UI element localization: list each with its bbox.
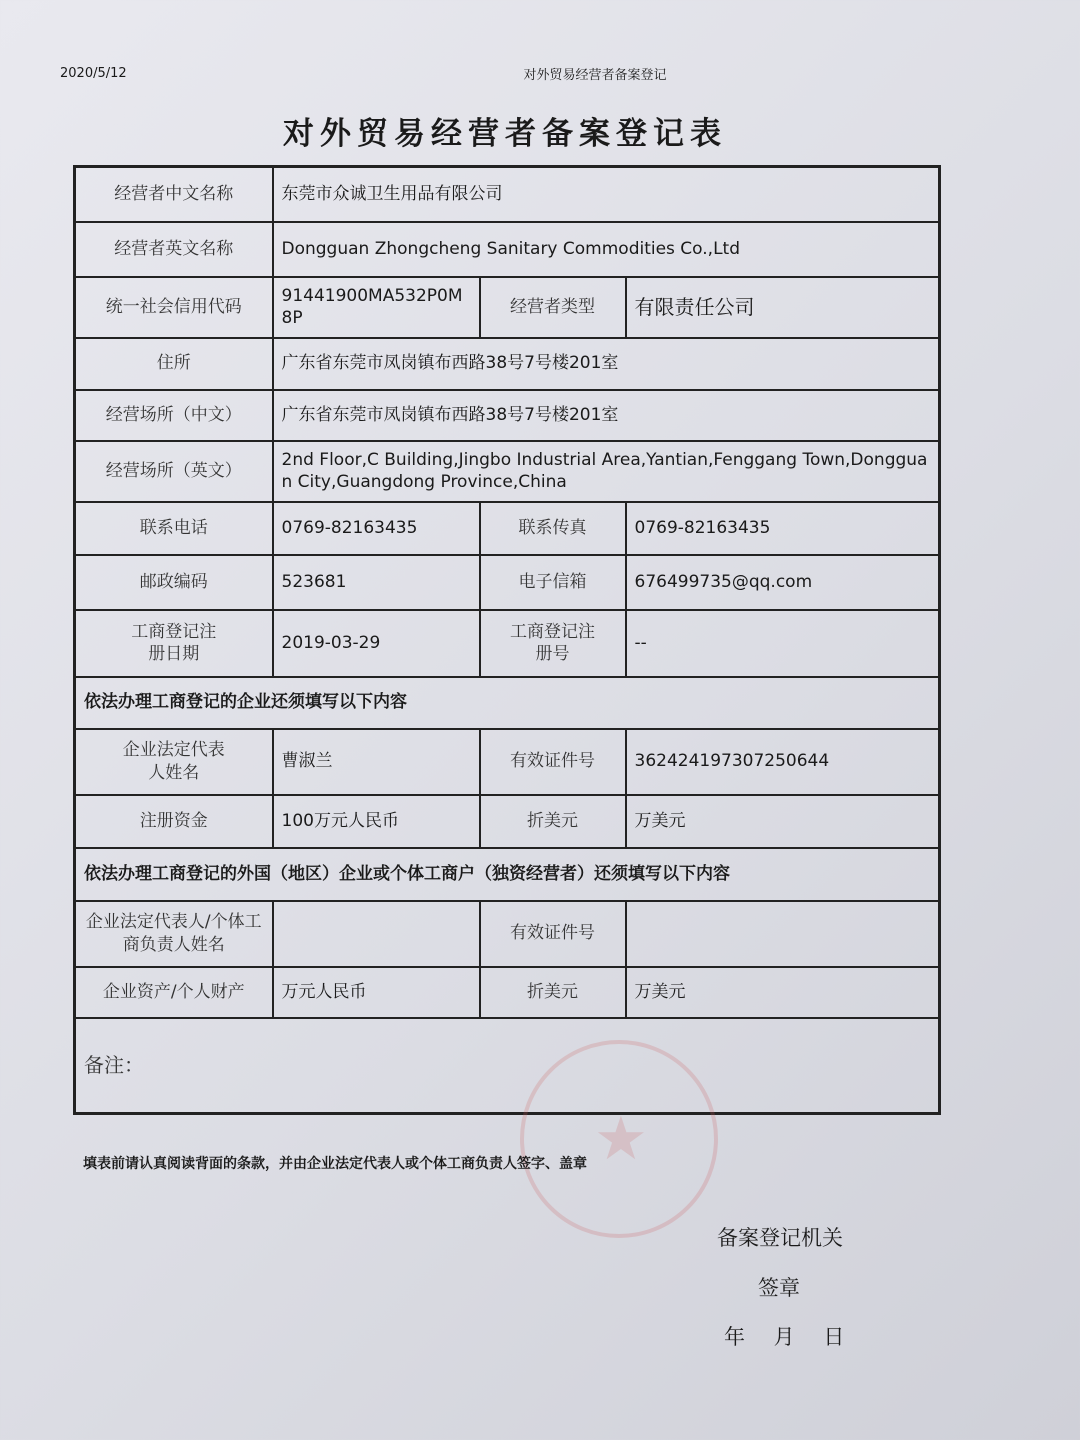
label-en-name: 经营者英文名称	[75, 222, 273, 277]
label-email: 电子信箱	[480, 555, 626, 610]
field-legal-rep: 曹淑兰	[273, 729, 480, 795]
field-reg-capital: 100万元人民币	[273, 795, 480, 848]
label-usd: 折美元	[480, 795, 626, 848]
date-line: 年 月 日	[724, 1325, 845, 1349]
label-reg-date: 工商登记注册日期	[75, 610, 273, 677]
label-fax: 联系传真	[480, 502, 626, 555]
label-cn-name: 经营者中文名称	[75, 167, 273, 222]
field-phone: 0769-82163435	[273, 502, 480, 555]
field-place-cn: 广东省东莞市凤岗镇布西路38号7号楼201室	[273, 390, 940, 441]
label-reg-capital: 注册资金	[75, 795, 273, 848]
field-legal-rep-2	[273, 901, 480, 967]
field-en-name: Dongguan Zhongcheng Sanitary Commodities Co.,Ltd	[273, 222, 940, 277]
field-operator-type: 有限责任公司	[626, 277, 940, 338]
page-title: 对外贸易经营者备案登记表	[283, 116, 727, 152]
registration-authority: 备案登记机关	[717, 1226, 843, 1250]
field-place-en: 2nd Floor,C Building,Jingbo Industrial Area,Yantian,Fenggang Town,Dongguan City,Guangdong Province,China	[273, 441, 940, 502]
field-id-no-2	[626, 901, 940, 967]
field-credit-code: 91441900MA532P0M8P	[273, 277, 480, 338]
field-reg-no: --	[626, 610, 940, 677]
field-postcode: 523681	[273, 555, 480, 610]
footer-note: 填表前请认真阅读背面的条款，并由企业法定代表人或个体工商负责人签字、盖章	[83, 1156, 587, 1172]
label-id-no: 有效证件号	[480, 729, 626, 795]
star-icon: ★	[594, 1104, 648, 1174]
official-seal-stamp	[520, 1040, 718, 1238]
label-credit-code: 统一社会信用代码	[75, 277, 273, 338]
field-usd: 万美元	[626, 795, 940, 848]
label-postcode: 邮政编码	[75, 555, 273, 610]
label-usd-2: 折美元	[480, 967, 626, 1018]
field-assets: 万元人民币	[273, 967, 480, 1018]
label-phone: 联系电话	[75, 502, 273, 555]
label-assets: 企业资产/个人财产	[75, 967, 273, 1018]
field-usd-2: 万美元	[626, 967, 940, 1018]
field-email: 676499735@qq.com	[626, 555, 940, 610]
field-address: 广东省东莞市凤岗镇布西路38号7号楼201室	[273, 338, 940, 390]
seal-label: 签章	[758, 1276, 800, 1300]
label-place-cn: 经营场所（中文）	[75, 390, 273, 441]
section-heading-enterprise: 依法办理工商登记的企业还须填写以下内容	[75, 677, 940, 729]
print-date: 2020/5/12	[60, 66, 127, 81]
field-id-no: 362424197307250644	[626, 729, 940, 795]
label-place-en: 经营场所（英文）	[75, 441, 273, 502]
label-remarks: 备注：	[84, 1053, 144, 1078]
registration-form	[73, 165, 941, 1115]
field-reg-date: 2019-03-29	[273, 610, 480, 677]
label-reg-no: 工商登记注册号	[480, 610, 626, 677]
label-operator-type: 经营者类型	[480, 277, 626, 338]
label-address: 住所	[75, 338, 273, 390]
label-legal-rep-2: 企业法定代表人/个体工商负责人姓名	[75, 901, 273, 967]
label-legal-rep: 企业法定代表人姓名	[75, 729, 273, 795]
section-heading-foreign: 依法办理工商登记的外国（地区）企业或个体工商户（独资经营者）还须填写以下内容	[75, 848, 940, 901]
print-header-title: 对外贸易经营者备案登记	[523, 68, 667, 83]
field-fax: 0769-82163435	[626, 502, 940, 555]
label-id-no-2: 有效证件号	[480, 901, 626, 967]
field-cn-name: 东莞市众诚卫生用品有限公司	[273, 167, 940, 222]
